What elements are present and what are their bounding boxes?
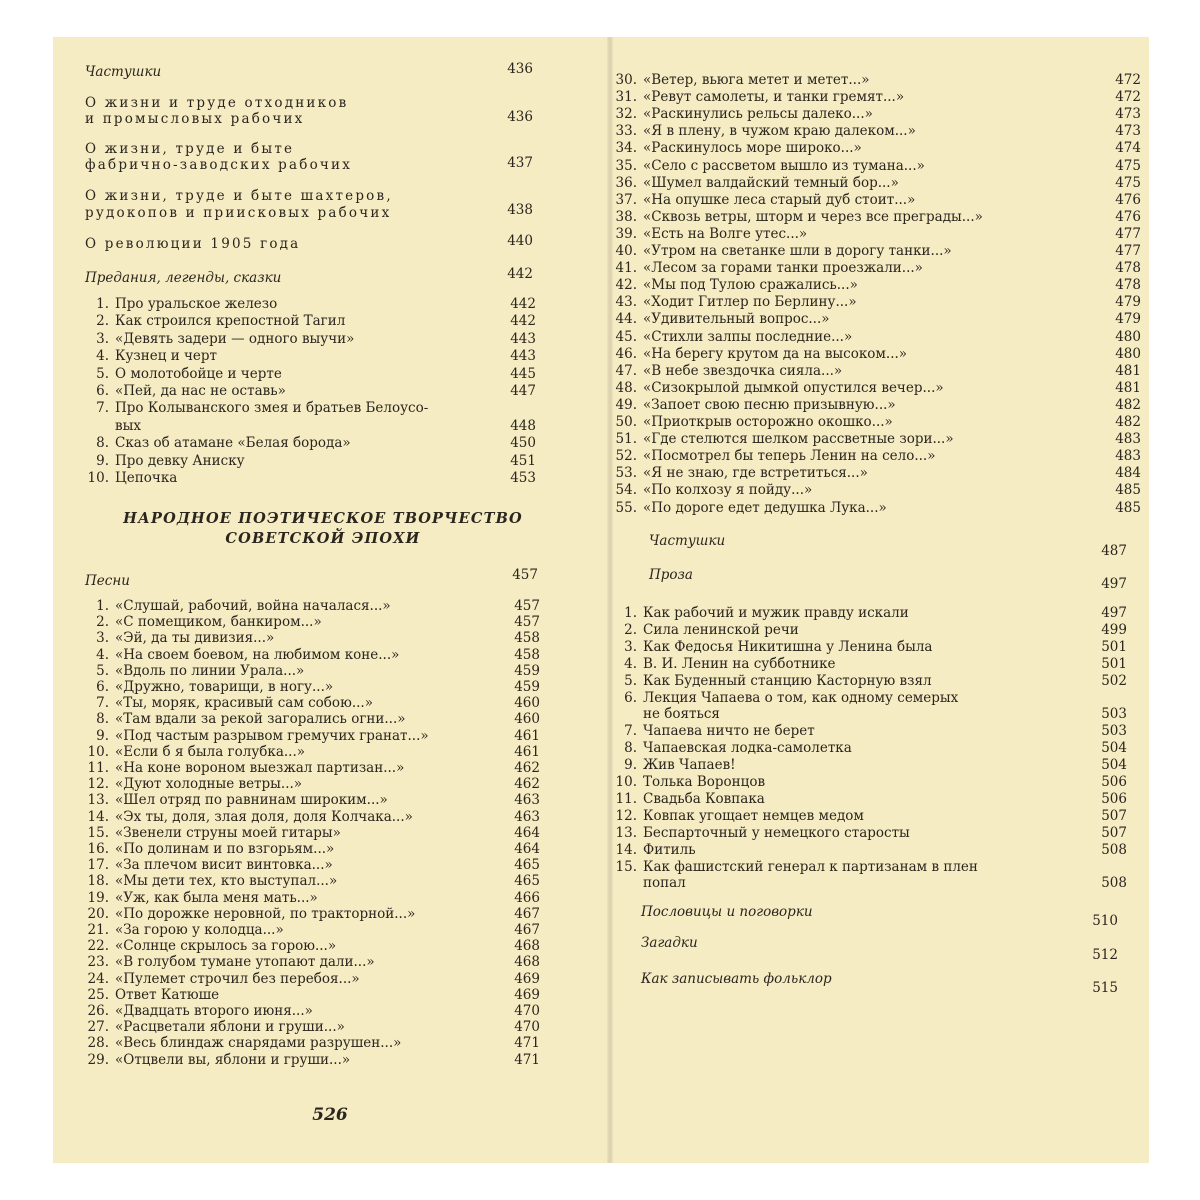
toc-entry-page: 451 xyxy=(510,452,536,469)
toc-entry-title: «Где стелются шелком рассветные зори...» xyxy=(643,431,954,448)
toc-entry-number: 1. xyxy=(96,598,109,614)
toc-entry-title: «На коне вороном выезжал партизан...» xyxy=(115,760,405,776)
toc-entry-number: 49. xyxy=(615,396,637,413)
toc-entry-page: 508 xyxy=(1101,841,1127,858)
toc-entry-number: 47. xyxy=(615,362,637,379)
toc-entry-title: «Мы под Тулою сражались...» xyxy=(643,277,858,294)
toc-entry-page: 458 xyxy=(514,630,540,647)
toc-entry-page: 472 xyxy=(1115,72,1141,88)
toc-entry-page: 475 xyxy=(1115,174,1141,191)
toc-entry-title: «В голубом тумане утопают дали...» xyxy=(115,954,375,971)
toc-entry-number: 55. xyxy=(615,499,637,516)
toc-entry-title: «По долинам и по взгорьям...» xyxy=(115,841,335,857)
toc-entry-page: 504 xyxy=(1101,757,1127,774)
heading-songs: Песни xyxy=(85,573,130,589)
page-number: 515 xyxy=(1092,980,1118,996)
toc-entry-title: «Солнце скрылось за горою...» xyxy=(115,938,337,955)
toc-entry-page: 447 xyxy=(510,383,536,399)
toc-entry-number: 43. xyxy=(615,294,637,311)
toc-entry-page: 462 xyxy=(514,776,540,793)
toc-entry-number: 52. xyxy=(615,448,637,465)
toc-entry-page: 442 xyxy=(510,313,536,330)
toc-entry-number: 50. xyxy=(615,414,637,430)
heading-prose: Проза xyxy=(649,567,693,583)
toc-entry-title: Как Федосья Никитишна у Ленина была xyxy=(643,638,933,655)
toc-entry-title: «Под частым разрывом гремучих гранат...» xyxy=(115,727,429,744)
toc-entry-title: Свадьба Ковпака xyxy=(643,790,765,807)
toc-entry-number: 42. xyxy=(615,277,637,294)
page-number: 497 xyxy=(1101,576,1127,592)
toc-entry-number: 8. xyxy=(96,435,109,452)
toc-entry-number: 24. xyxy=(87,970,109,987)
toc-entry-title: «Вдоль по линии Урала...» xyxy=(115,662,305,679)
toc-entry-title: Про уральское железо xyxy=(115,296,278,312)
toc-entry-title: «Ходит Гитлер по Берлину...» xyxy=(643,294,857,311)
toc-entry-page: 453 xyxy=(510,470,536,486)
toc-entry-title: Лекция Чапаева о том, как одному семерых xyxy=(643,689,959,706)
toc-entry-number: 3. xyxy=(96,330,109,347)
toc-entry-page: 463 xyxy=(514,808,540,825)
toc-entry-number: 38. xyxy=(615,208,637,225)
toc-entry-title: «Раскинулись рельсы далеко...» xyxy=(643,106,873,123)
toc-entry-number: 34. xyxy=(615,140,637,157)
toc-entry-title: «Весь блиндаж снарядами разрушен...» xyxy=(115,1035,402,1052)
toc-entry-number: 51. xyxy=(615,431,637,448)
page-number: 436 xyxy=(507,61,533,77)
toc-entry-number: 18. xyxy=(87,873,109,890)
toc-entry-number: 20. xyxy=(87,905,109,922)
toc-entry-number: 10. xyxy=(615,774,637,790)
toc-entry-title: «Шел отряд по равнинам широким...» xyxy=(115,792,388,809)
toc-entry-number: 48. xyxy=(615,379,637,396)
toc-entry-page: 483 xyxy=(1115,448,1141,465)
toc-entry-number: 15. xyxy=(615,858,637,875)
toc-entry-title: Фитиль xyxy=(643,841,696,858)
toc-entry-number: 27. xyxy=(87,1019,109,1036)
toc-entry-page: 476 xyxy=(1115,191,1141,208)
toc-entry-title: «Лесом за горами танки проезжали...» xyxy=(643,260,923,277)
toc-entry-title: Про девку Аниску xyxy=(115,452,245,469)
toc-entry-title-continued: не бояться xyxy=(643,706,720,723)
toc-entry-page: 461 xyxy=(514,727,540,744)
toc-entry-number: 3. xyxy=(96,630,109,647)
toc-entry-number: 44. xyxy=(615,311,637,328)
toc-entry-title: Ответ Катюше xyxy=(115,986,220,1003)
toc-entry-title: «Девять задери — одного выучи» xyxy=(115,330,355,347)
right-page xyxy=(613,37,1149,1163)
section-line: О революции 1905 года xyxy=(85,236,301,252)
toc-entry-number: 23. xyxy=(87,954,109,971)
section-line: фабрично-заводских рабочих xyxy=(85,157,353,173)
toc-entry-title: «Приоткрыв осторожно окошко...» xyxy=(643,414,893,430)
toc-entry-number: 17. xyxy=(87,857,109,874)
toc-entry-page: 459 xyxy=(514,679,540,695)
toc-entry-number: 33. xyxy=(615,123,637,140)
toc-entry-title: Кузнец и черт xyxy=(115,348,218,365)
toc-entry-page: 476 xyxy=(1115,208,1141,225)
toc-entry-number: 10. xyxy=(87,743,109,760)
toc-entry-title: «Если б я была голубка...» xyxy=(115,743,306,760)
toc-entry-title: «Эй, да ты дивизия...» xyxy=(115,630,275,647)
toc-entry-title: «Есть на Волге утес...» xyxy=(643,225,808,242)
toc-entry-page: 442 xyxy=(510,296,536,312)
toc-entry-page: 481 xyxy=(1115,362,1141,379)
toc-entry-title: «Я не знаю, где встретиться...» xyxy=(643,465,868,482)
toc-entry-title: «Расцветали яблони и груши...» xyxy=(115,1019,345,1036)
toc-entry-title: Сказ об атамане «Белая борода» xyxy=(115,435,351,452)
toc-entry-page: 478 xyxy=(1115,260,1141,277)
toc-entry-number: 5. xyxy=(96,365,109,382)
toc-entry-page: 477 xyxy=(1115,243,1141,259)
toc-entry-page: 472 xyxy=(1115,89,1141,106)
toc-entry-page: 443 xyxy=(510,348,536,365)
toc-entry-page: 479 xyxy=(1115,311,1141,328)
toc-entry-title-continued: вых xyxy=(115,417,141,434)
toc-entry-title: «Ты, моряк, красивый сам собою...» xyxy=(115,695,373,712)
toc-entry-page: 469 xyxy=(514,970,540,987)
toc-entry-page: 457 xyxy=(514,598,540,614)
toc-entry-title: Чапаевская лодка-самолетка xyxy=(643,740,852,757)
toc-entry-number: 40. xyxy=(615,243,637,259)
toc-entry-page: 475 xyxy=(1115,157,1141,174)
toc-entry-page: 481 xyxy=(1115,379,1141,396)
toc-entry-page: 465 xyxy=(514,873,540,890)
toc-entry-page: 471 xyxy=(514,1051,540,1068)
page-number: 512 xyxy=(1092,947,1118,963)
toc-entry-number: 1. xyxy=(96,296,109,312)
toc-entry-page: 462 xyxy=(514,760,540,776)
toc-entry-page: 499 xyxy=(1101,621,1127,638)
toc-entry-title: Ковпак угощает немцев медом xyxy=(643,807,864,824)
page-number: 510 xyxy=(1092,913,1118,929)
toc-entry-page: 503 xyxy=(1101,723,1127,740)
toc-entry-number: 3. xyxy=(624,638,637,655)
toc-entry-page: 460 xyxy=(514,711,540,728)
toc-entry-page: 497 xyxy=(1101,605,1127,621)
page-number: 440 xyxy=(507,233,533,249)
toc-entry-page: 480 xyxy=(1115,328,1141,345)
toc-entry-page: 484 xyxy=(1115,465,1141,482)
toc-entry-page: 465 xyxy=(514,857,540,874)
toc-entry-title: «Дружно, товарищи, в ногу...» xyxy=(115,679,334,695)
heading-legends: Предания, легенды, сказки xyxy=(85,270,282,286)
toc-entry-number: 31. xyxy=(615,89,637,106)
toc-entry-page: 473 xyxy=(1115,123,1141,140)
toc-entry-number: 35. xyxy=(615,157,637,174)
toc-entry-title: «За горою у колодца...» xyxy=(115,922,284,938)
toc-entry-number: 1. xyxy=(624,605,637,621)
book-spread xyxy=(53,37,1149,1163)
toc-entry-title: «С помещиком, банкиром...» xyxy=(115,614,322,631)
toc-entry-number: 22. xyxy=(87,938,109,955)
toc-entry-number: 12. xyxy=(87,776,109,793)
folio: 526 xyxy=(312,1105,348,1125)
toc-entry-title: Как рабочий и мужик правду искали xyxy=(643,605,909,621)
toc-entry-page: 443 xyxy=(510,330,536,347)
toc-entry-number: 36. xyxy=(615,174,637,191)
toc-entry-title: «Пулемет строчил без перебоя...» xyxy=(115,970,360,987)
toc-entry-number: 41. xyxy=(615,260,637,277)
section-line: О жизни и труде отходников xyxy=(85,95,349,111)
toc-entry-title: «Сквозь ветры, шторм и через все преграды...» xyxy=(643,208,983,225)
toc-entry-number: 6. xyxy=(96,383,109,399)
toc-entry-title: «Шумел валдайский темный бор...» xyxy=(643,174,899,191)
toc-entry-number: 54. xyxy=(615,482,637,499)
toc-entry-page: 461 xyxy=(514,743,540,760)
toc-entry-number: 5. xyxy=(624,672,637,689)
toc-entry-page: 506 xyxy=(1101,790,1127,807)
toc-entry-number: 14. xyxy=(87,808,109,825)
toc-entry-page: 485 xyxy=(1115,482,1141,499)
toc-entry-title: «Двадцать второго июня...» xyxy=(115,1003,313,1019)
toc-entry-number: 37. xyxy=(615,191,637,208)
toc-entry-page: 458 xyxy=(514,646,540,663)
page-number: 487 xyxy=(1101,543,1127,559)
toc-entry-number: 25. xyxy=(87,986,109,1003)
section-line: рудокопов и приисковых рабочих xyxy=(85,205,392,221)
toc-entry-number: 21. xyxy=(87,922,109,938)
toc-entry-number: 30. xyxy=(615,72,637,88)
toc-entry-title: «Удивительный вопрос...» xyxy=(643,311,830,328)
toc-entry-page: 469 xyxy=(514,986,540,1003)
toc-entry-title: «На берегу крутом да на высоком...» xyxy=(643,345,908,362)
toc-entry-number: 13. xyxy=(615,824,637,841)
toc-entry-page: 501 xyxy=(1101,638,1127,655)
toc-entry-title: О молотобойце и черте xyxy=(115,365,282,382)
toc-entry-title: «За плечом висит винтовка...» xyxy=(115,857,333,874)
section-line: и промысловых рабочих xyxy=(85,111,305,127)
toc-entry-title: «Стихли залпы последние...» xyxy=(643,328,853,345)
toc-entry-number: 4. xyxy=(96,348,109,365)
toc-entry-number: 2. xyxy=(96,614,109,631)
toc-entry-number: 28. xyxy=(87,1035,109,1052)
toc-entry-page: 464 xyxy=(514,824,540,841)
toc-entry-number: 26. xyxy=(87,1003,109,1019)
toc-entry-page: 468 xyxy=(514,938,540,955)
page-number: 437 xyxy=(507,155,533,171)
page-number: 438 xyxy=(507,202,533,218)
section-line: О жизни, труде и быте xyxy=(85,141,295,157)
toc-entry-page: 474 xyxy=(1115,140,1141,157)
toc-entry-number: 7. xyxy=(96,695,109,712)
heading-chastushki-left: Частушки xyxy=(85,64,162,80)
toc-entry-page: 501 xyxy=(1101,655,1127,672)
toc-entry-title: «Дуют холодные ветры...» xyxy=(115,776,303,793)
big-title-line2: СОВЕТСКОЙ ЭПОХИ xyxy=(225,530,421,547)
toc-entry-title: Жив Чапаев! xyxy=(643,757,736,774)
toc-entry-number: 6. xyxy=(96,679,109,695)
toc-entry-number: 2. xyxy=(624,621,637,638)
toc-entry-title: «Мы дети тех, кто выступал...» xyxy=(115,873,338,890)
toc-entry-number: 13. xyxy=(87,792,109,809)
section-line: О жизни, труде и быте шахтеров, xyxy=(85,188,393,204)
toc-entry-page: 448 xyxy=(510,417,536,434)
toc-entry-page: 485 xyxy=(1115,499,1141,516)
toc-entry-title: Чапаева ничто не берет xyxy=(643,723,815,740)
toc-entry-number: 8. xyxy=(96,711,109,728)
toc-entry-page: 445 xyxy=(510,365,536,382)
page-number: 436 xyxy=(507,109,533,125)
toc-entry-title: «Посмотрел бы теперь Ленин на село...» xyxy=(643,448,936,465)
toc-entry-title: «По дорожке неровной, по тракторной...» xyxy=(115,905,416,922)
toc-entry-number: 12. xyxy=(615,807,637,824)
toc-entry-title: Толька Воронцов xyxy=(643,774,766,790)
toc-entry-page: 508 xyxy=(1101,875,1127,892)
toc-entry-title: Как Буденный станцию Касторную взял xyxy=(643,672,932,689)
toc-entry-page: 460 xyxy=(514,695,540,712)
toc-entry-number: 9. xyxy=(624,757,637,774)
toc-entry-page: 480 xyxy=(1115,345,1141,362)
toc-entry-title: «Звенели струны моей гитары» xyxy=(115,824,341,841)
toc-entry-number: 2. xyxy=(96,313,109,330)
toc-entry-page: 466 xyxy=(514,889,540,906)
toc-entry-number: 14. xyxy=(615,841,637,858)
toc-entry-title: «Утром на светанке шли в дорогу танки...» xyxy=(643,243,952,259)
toc-entry-page: 477 xyxy=(1115,225,1141,242)
toc-entry-number: 11. xyxy=(87,760,109,776)
toc-entry-number: 39. xyxy=(615,225,637,242)
toc-entry-page: 463 xyxy=(514,792,540,809)
toc-entry-page: 467 xyxy=(514,922,540,938)
toc-entry-title: «Слушай, рабочий, война началася...» xyxy=(115,598,391,614)
toc-entry-page: 478 xyxy=(1115,277,1141,294)
toc-entry-number: 8. xyxy=(624,740,637,757)
toc-entry-number: 7. xyxy=(96,400,109,417)
toc-entry-page: 468 xyxy=(514,954,540,971)
toc-entry-number: 9. xyxy=(96,727,109,744)
toc-entry-page: 464 xyxy=(514,841,540,857)
toc-entry-page: 473 xyxy=(1115,106,1141,123)
toc-entry-title: «Я в плену, в чужом краю далеком...» xyxy=(643,123,916,140)
toc-entry-number: 11. xyxy=(615,790,637,807)
toc-entry-page: 507 xyxy=(1101,807,1127,824)
toc-entry-number: 16. xyxy=(87,841,109,857)
toc-entry-page: 457 xyxy=(514,614,540,631)
toc-entry-page: 482 xyxy=(1115,396,1141,413)
toc-entry-title: «На опушке леса старый дуб стоит...» xyxy=(643,191,916,208)
toc-entry-number: 29. xyxy=(87,1051,109,1068)
heading-chastushki-right: Частушки xyxy=(649,533,726,549)
toc-entry-page: 506 xyxy=(1101,774,1127,790)
toc-entry-number: 46. xyxy=(615,345,637,362)
toc-entry-page: 502 xyxy=(1101,672,1127,689)
toc-entry-title: «Ветер, вьюга метет и метет...» xyxy=(643,72,870,88)
toc-entry-number: 19. xyxy=(87,889,109,906)
toc-entry-number: 4. xyxy=(96,646,109,663)
heading-proverbs: Пословицы и поговорки xyxy=(641,904,813,920)
toc-entry-number: 10. xyxy=(87,470,109,486)
toc-entry-page: 483 xyxy=(1115,431,1141,448)
toc-entry-title: Цепочка xyxy=(115,470,178,486)
heading-how-to-record: Как записывать фольклор xyxy=(641,971,832,987)
toc-entry-number: 15. xyxy=(87,824,109,841)
toc-entry-number: 45. xyxy=(615,328,637,345)
toc-entry-number: 7. xyxy=(624,723,637,740)
toc-entry-title: Как строился крепостной Тагил xyxy=(115,313,346,330)
toc-entry-title: «Там вдали за рекой загорались огни...» xyxy=(115,711,406,728)
toc-entry-page: 482 xyxy=(1115,414,1141,430)
toc-entry-page: 504 xyxy=(1101,740,1127,757)
toc-entry-title: Про Колыванского змея и братьев Белоусо- xyxy=(115,400,429,417)
page-number: 457 xyxy=(512,567,538,583)
toc-entry-page: 470 xyxy=(514,1003,540,1019)
toc-entry-title: «Отцвели вы, яблони и груши...» xyxy=(115,1051,351,1068)
toc-entry-number: 4. xyxy=(624,655,637,672)
page-number: 442 xyxy=(507,266,533,282)
toc-entry-title: «Сизокрылой дымкой опустился вечер...» xyxy=(643,379,944,396)
toc-entry-title: Как фашистский генерал к партизанам в плен xyxy=(643,858,978,875)
toc-entry-number: 32. xyxy=(615,106,637,123)
toc-entry-number: 9. xyxy=(96,452,109,469)
toc-entry-page: 503 xyxy=(1101,706,1127,723)
toc-entry-page: 450 xyxy=(510,435,536,452)
toc-entry-title: Беспарточный у немецкого старосты xyxy=(643,824,910,841)
toc-entry-number: 6. xyxy=(624,689,637,706)
toc-entry-title: «Пей, да нас не оставь» xyxy=(115,383,286,399)
toc-entry-number: 53. xyxy=(615,465,637,482)
toc-entry-page: 470 xyxy=(514,1019,540,1036)
toc-entry-page: 479 xyxy=(1115,294,1141,311)
toc-entry-title: «Раскинулось море широко...» xyxy=(643,140,862,157)
toc-entry-number: 5. xyxy=(96,662,109,679)
big-title-line1: НАРОДНОЕ ПОЭТИЧЕСКОЕ ТВОРЧЕСТВО xyxy=(123,510,523,527)
toc-entry-title: Сила ленинской речи xyxy=(643,621,799,638)
toc-entry-title: «Уж, как была меня мать...» xyxy=(115,889,318,906)
toc-entry-title-continued: попал xyxy=(643,875,686,892)
toc-entry-title: «Ревут самолеты, и танки гремят...» xyxy=(643,89,905,106)
heading-riddles: Загадки xyxy=(641,935,698,951)
toc-entry-title: «По дороге едет дедушка Лука...» xyxy=(643,499,887,516)
toc-entry-title: «Село с рассветом вышло из тумана...» xyxy=(643,157,925,174)
toc-entry-page: 471 xyxy=(514,1035,540,1052)
toc-entry-page: 459 xyxy=(514,662,540,679)
toc-entry-title: «В небе звездочка сияла...» xyxy=(643,362,843,379)
toc-entry-title: В. И. Ленин на субботнике xyxy=(643,655,836,672)
toc-entry-title: «На своем боевом, на любимом коне...» xyxy=(115,646,400,663)
toc-entry-title: «Эх ты, доля, злая доля, доля Колчака...» xyxy=(115,808,413,825)
toc-entry-page: 507 xyxy=(1101,824,1127,841)
toc-entry-title: «По колхозу я пойду...» xyxy=(643,482,813,499)
toc-entry-title: «Запоет свою песню призывную...» xyxy=(643,396,896,413)
toc-entry-page: 467 xyxy=(514,905,540,922)
left-page xyxy=(53,37,607,1163)
